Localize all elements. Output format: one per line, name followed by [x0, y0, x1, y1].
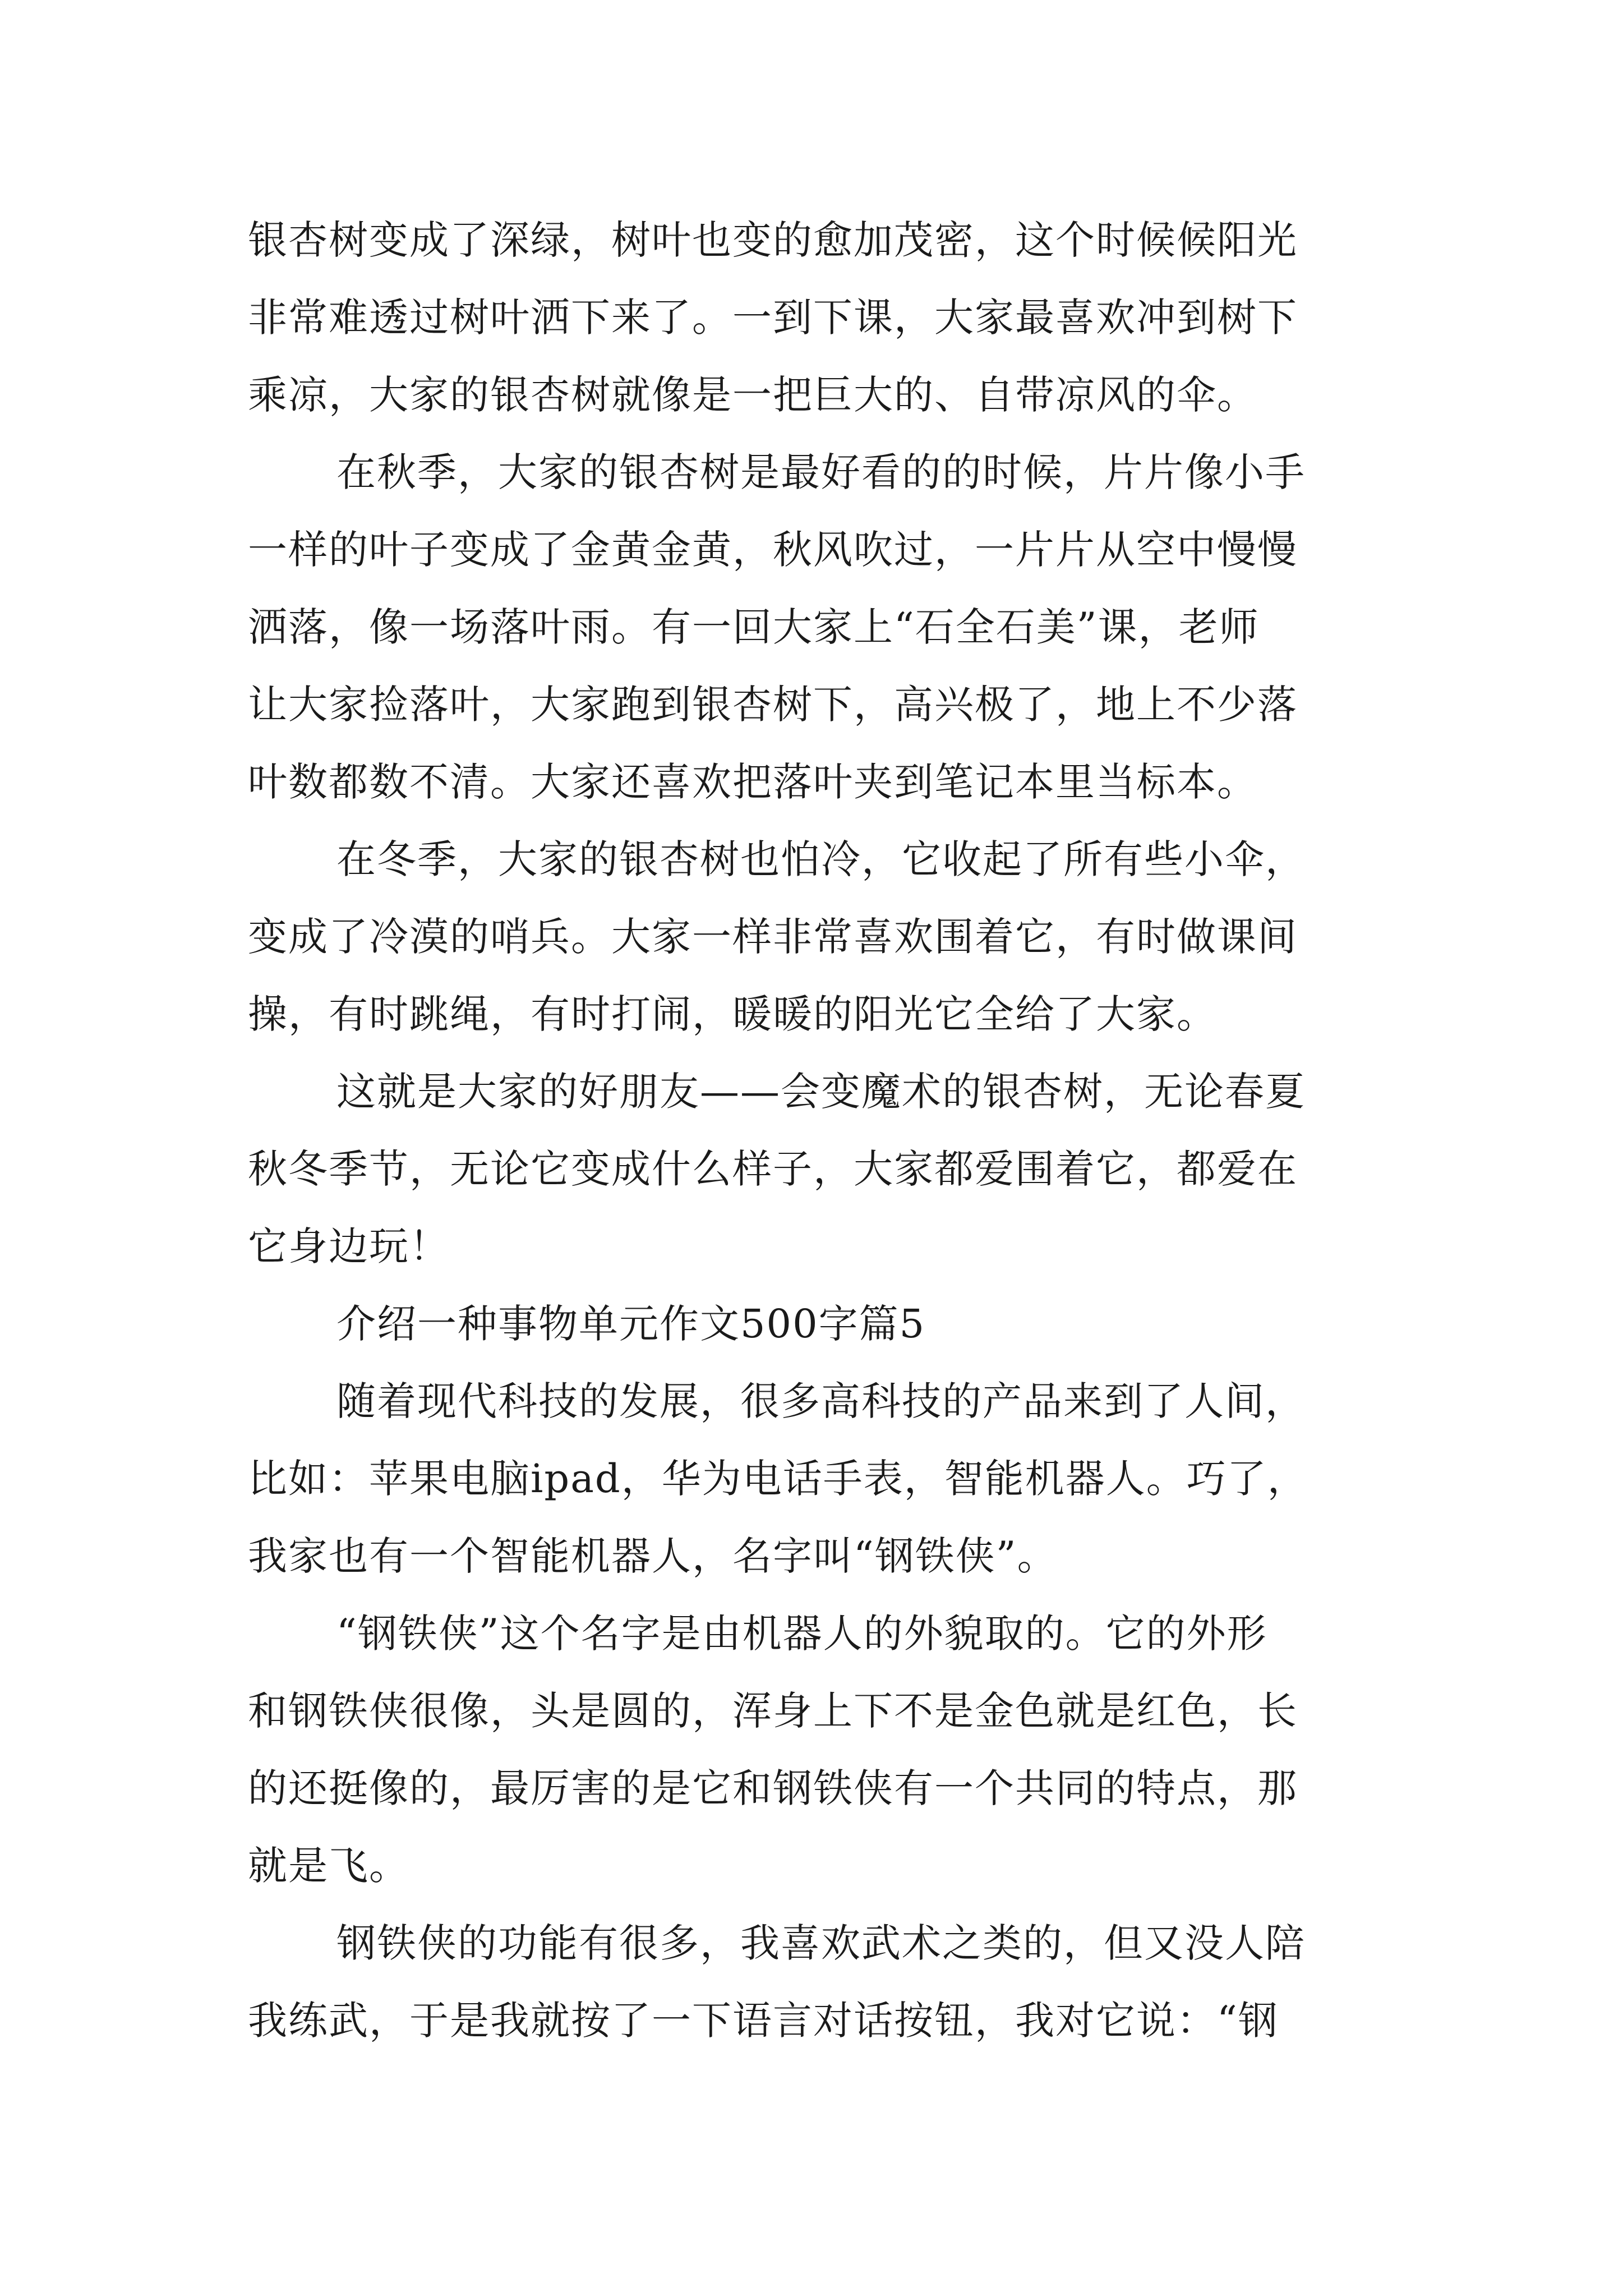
paragraph-first-line: 钢铁侠的功能有很多，我喜欢武术之类的，但又没人陪 — [336, 1920, 1306, 1966]
text-line: 变成了冷漠的哨兵。大家一样非常喜欢围着它，有时做课间 — [248, 914, 1298, 960]
text-line: 就是飞。 — [248, 1843, 409, 1889]
text-line: 我家也有一个智能机器人，名字叫“钢铁侠”。 — [248, 1533, 1058, 1579]
text-line: 洒落，像一场落叶雨。有一回大家上“石全石美”课，老师 — [248, 604, 1260, 650]
text-line: 叶数都数不清。大家还喜欢把落叶夹到笔记本里当标本。 — [248, 759, 1257, 805]
text-line: 的还挺像的，最厉害的是它和钢铁侠有一个共同的特点，那 — [248, 1765, 1298, 1811]
text-line: 比如：苹果电脑ipad，华为电话手表，智能机器人。巧了， — [248, 1456, 1308, 1502]
text-line: 操，有时跳绳，有时打闹，暖暖的阳光它全给了大家。 — [248, 991, 1217, 1037]
text-line: 让大家捡落叶，大家跑到银杏树下，高兴极了，地上不少落 — [248, 682, 1298, 728]
paragraph-first-line: 在冬季，大家的银杏树也怕冷，它收起了所有些小伞， — [336, 836, 1306, 882]
paragraph-first-line: 这就是大家的好朋友——会变魔术的银杏树，无论春夏 — [336, 1069, 1306, 1115]
text-line: 乘凉，大家的银杏树就像是一把巨大的、自带凉风的伞。 — [248, 372, 1257, 418]
paragraph-first-line: “钢铁侠”这个名字是由机器人的外貌取的。它的外形 — [336, 1611, 1267, 1657]
paragraph-first-line: 随着现代科技的发展，很多高科技的产品来到了人间， — [336, 1378, 1306, 1424]
text-line: 非常难透过树叶洒下来了。一到下课，大家最喜欢冲到树下 — [248, 295, 1298, 341]
text-line: 秋冬季节，无论它变成什么样子，大家都爱围着它，都爱在 — [248, 1146, 1298, 1192]
text-line: 银杏树变成了深绿，树叶也变的愈加茂密，这个时候候阳光 — [248, 217, 1298, 263]
paragraph-first-line: 在秋季，大家的银杏树是最好看的的时候，片片像小手 — [336, 449, 1306, 495]
text-line: 我练武，于是我就按了一下语言对话按钮，我对它说：“钢 — [248, 1998, 1279, 2044]
text-line: 一样的叶子变成了金黄金黄，秋风吹过，一片片从空中慢慢 — [248, 527, 1298, 573]
text-line: 它身边玩！ — [248, 1223, 450, 1269]
section-heading: 介绍一种事物单元作文500字篇5 — [336, 1301, 926, 1347]
text-line: 和钢铁侠很像，头是圆的，浑身上下不是金色就是红色，长 — [248, 1688, 1298, 1734]
